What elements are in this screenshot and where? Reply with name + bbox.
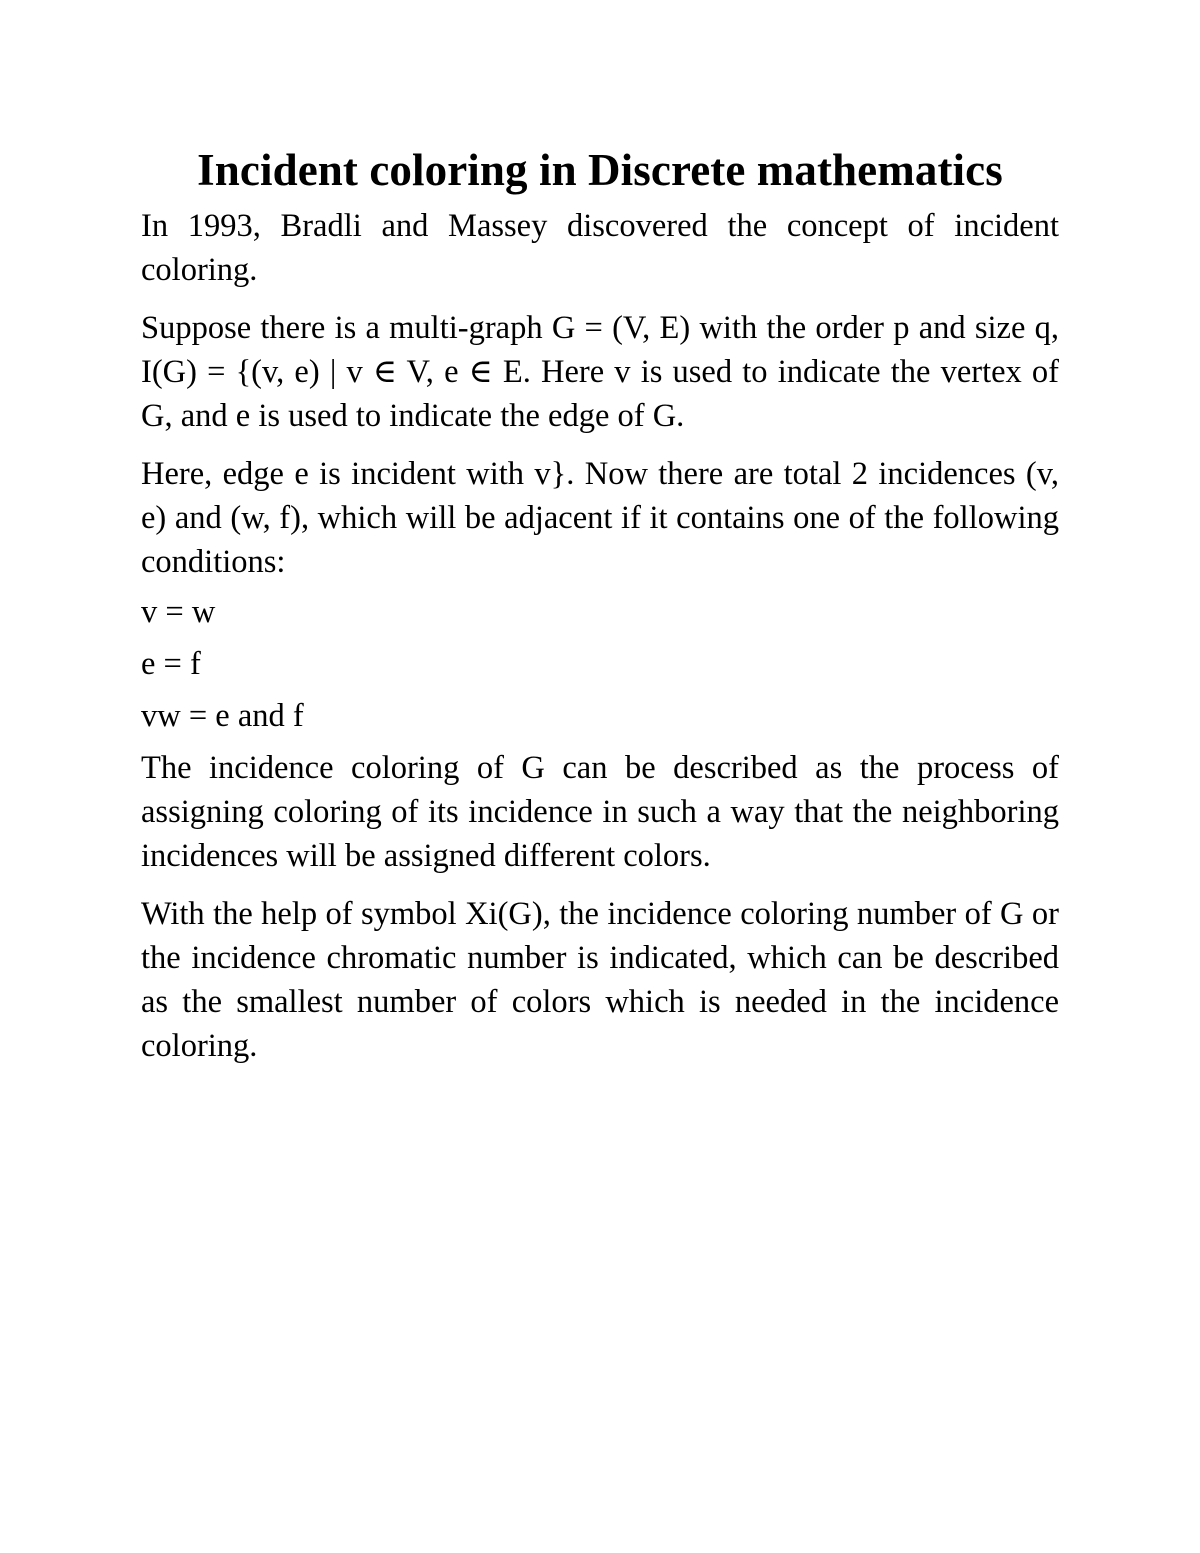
paragraph-chromatic-number: With the help of symbol Xi(G), the incidence coloring number of G or the incidence chromatic number is indicated, which can be described as the smallest number of colors which is needed in the incidence coloring.: [141, 896, 1059, 1064]
document-page: [141, 140, 1059, 1068]
condition-item: e = f: [141, 646, 201, 682]
paragraph-adjacency: Here, edge e is incident with v}. Now there are total 2 incidences (v, e) and (w, f), which will be adjacent if it contains one of the following conditions:: [141, 456, 1059, 580]
document-title: Incident coloring in Discrete mathematics: [197, 145, 1003, 195]
condition-item: v = w: [141, 594, 216, 630]
paragraph-incidence-coloring: The incidence coloring of G can be described as the process of assigning coloring of its incidence in such a way that the neighboring incidences will be assigned different colors.: [141, 750, 1059, 874]
condition-item: vw = e and f: [141, 698, 304, 734]
paragraph-intro: In 1993, Bradli and Massey discovered the concept of incident coloring.: [141, 208, 1059, 288]
paragraph-definition: Suppose there is a multi-graph G = (V, E) with the order p and size q, I(G) = {(v, e) | v ∈ V, e ∈ E. Here v is used to indicate the vertex of G, and e is used to indicate the edge of G.: [141, 310, 1059, 434]
